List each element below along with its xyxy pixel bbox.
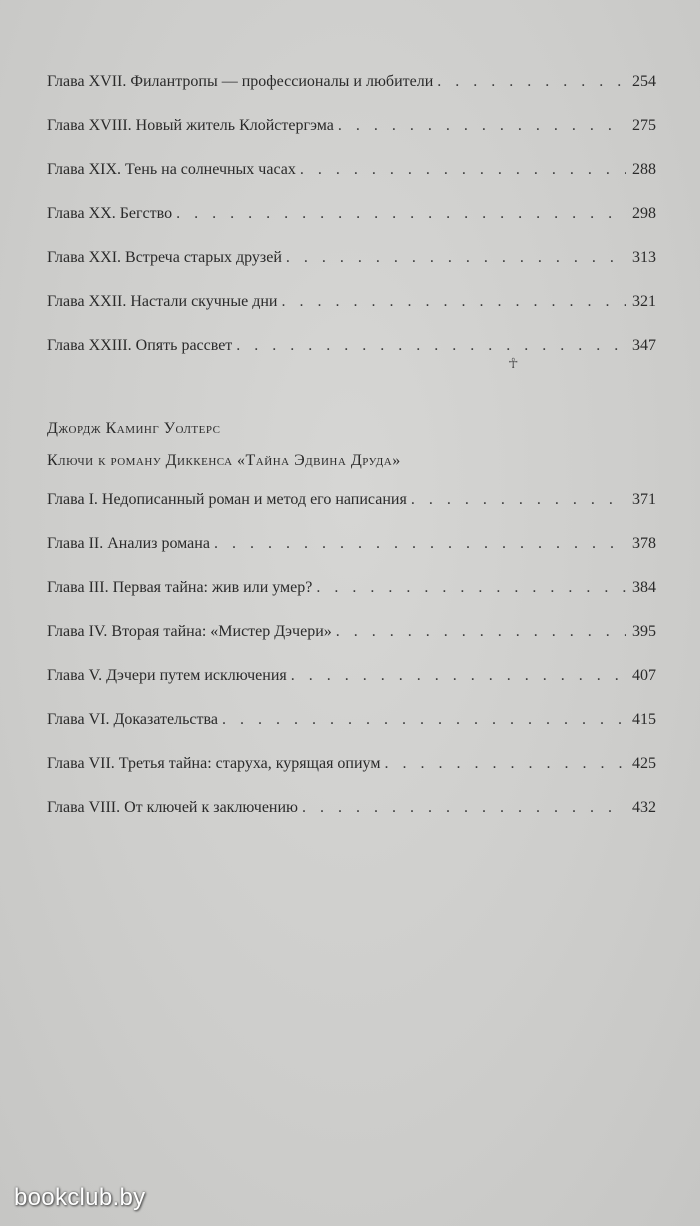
toc-entry-page: 395	[632, 623, 656, 640]
toc-entry-leader	[411, 490, 626, 510]
toc-entry-title: Глава XIX. Тень на солнечных часах	[47, 161, 296, 178]
toc-entry-leader	[437, 72, 626, 92]
toc-entry-leader	[300, 160, 626, 180]
toc-entry-leader	[336, 622, 626, 642]
toc-list-part-2	[47, 490, 656, 842]
toc-entry-page: 254	[632, 73, 656, 90]
toc-entry-page: 288	[632, 161, 656, 178]
toc-entry-title: Глава V. Дэчери путем исключения	[47, 667, 287, 684]
section-title: Ключи к роману Диккенса «Тайна Эдвина Друда»	[47, 452, 401, 469]
toc-entry	[47, 578, 656, 622]
toc-entry-page: 384	[632, 579, 656, 596]
toc-entry-title: Глава II. Анализ романа	[47, 535, 210, 552]
ornament-glyph: ☥	[508, 357, 519, 372]
toc-entry-leader	[281, 292, 626, 312]
toc-entry-title: Глава XXI. Встреча старых друзей	[47, 249, 282, 266]
toc-list-part-1	[47, 72, 656, 380]
toc-entry	[47, 72, 656, 116]
toc-entry-title: Глава VIII. От ключей к заключению	[47, 799, 298, 816]
toc-entry-title: Глава XXII. Настали скучные дни	[47, 293, 278, 310]
toc-entry-title: Глава XVIII. Новый житель Клойстергэма	[47, 117, 334, 134]
toc-entry-title: Глава I. Недописанный роман и метод его написания	[47, 491, 407, 508]
toc-entry-page: 275	[632, 117, 656, 134]
toc-entry	[47, 490, 656, 534]
toc-entry-title: Глава IV. Вторая тайна: «Мистер Дэчери»	[47, 623, 332, 640]
toc-entry	[47, 116, 656, 160]
toc-entry-title: Глава VII. Третья тайна: старуха, курящая опиум	[47, 755, 381, 772]
toc-entry-page: 371	[632, 491, 656, 508]
toc-entry-page: 378	[632, 535, 656, 552]
toc-entry	[47, 336, 656, 380]
toc-entry-page: 347	[632, 337, 656, 354]
toc-entry	[47, 622, 656, 666]
toc-entry-page: 425	[632, 755, 656, 772]
toc-entry-leader	[286, 248, 626, 268]
toc-entry-leader	[176, 204, 626, 224]
toc-entry-leader	[214, 534, 626, 554]
toc-entry-page: 432	[632, 799, 656, 816]
toc-entry	[47, 204, 656, 248]
toc-entry	[47, 248, 656, 292]
toc-entry-title: Глава XVII. Филантропы — профессионалы и любители	[47, 73, 434, 90]
toc-entry-page: 313	[632, 249, 656, 266]
toc-entry-leader	[222, 710, 626, 730]
toc-entry-page: 415	[632, 711, 656, 728]
toc-entry-title: Глава VI. Доказательства	[47, 711, 218, 728]
toc-entry	[47, 754, 656, 798]
toc-entry-leader	[316, 578, 626, 598]
toc-entry	[47, 292, 656, 336]
toc-entry-title: Глава XXIII. Опять рассвет	[47, 337, 233, 354]
toc-entry-page: 407	[632, 667, 656, 684]
section-author: Джордж Каминг Уолтерс	[47, 420, 221, 437]
toc-entry	[47, 666, 656, 710]
toc-entry	[47, 710, 656, 754]
toc-entry-leader	[236, 336, 626, 356]
toc-entry-title: Глава XX. Бегство	[47, 205, 173, 222]
toc-entry	[47, 798, 656, 842]
toc-entry	[47, 160, 656, 204]
toc-entry-leader	[302, 798, 626, 818]
toc-entry-leader	[338, 116, 626, 136]
toc-entry-page: 298	[632, 205, 656, 222]
toc-entry-leader	[291, 666, 626, 686]
toc-entry-page: 321	[632, 293, 656, 310]
toc-entry-title: Глава III. Первая тайна: жив или умер?	[47, 579, 313, 596]
site-watermark: bookclub.by	[14, 1184, 146, 1211]
toc-entry-leader	[384, 754, 626, 774]
toc-entry	[47, 534, 656, 578]
